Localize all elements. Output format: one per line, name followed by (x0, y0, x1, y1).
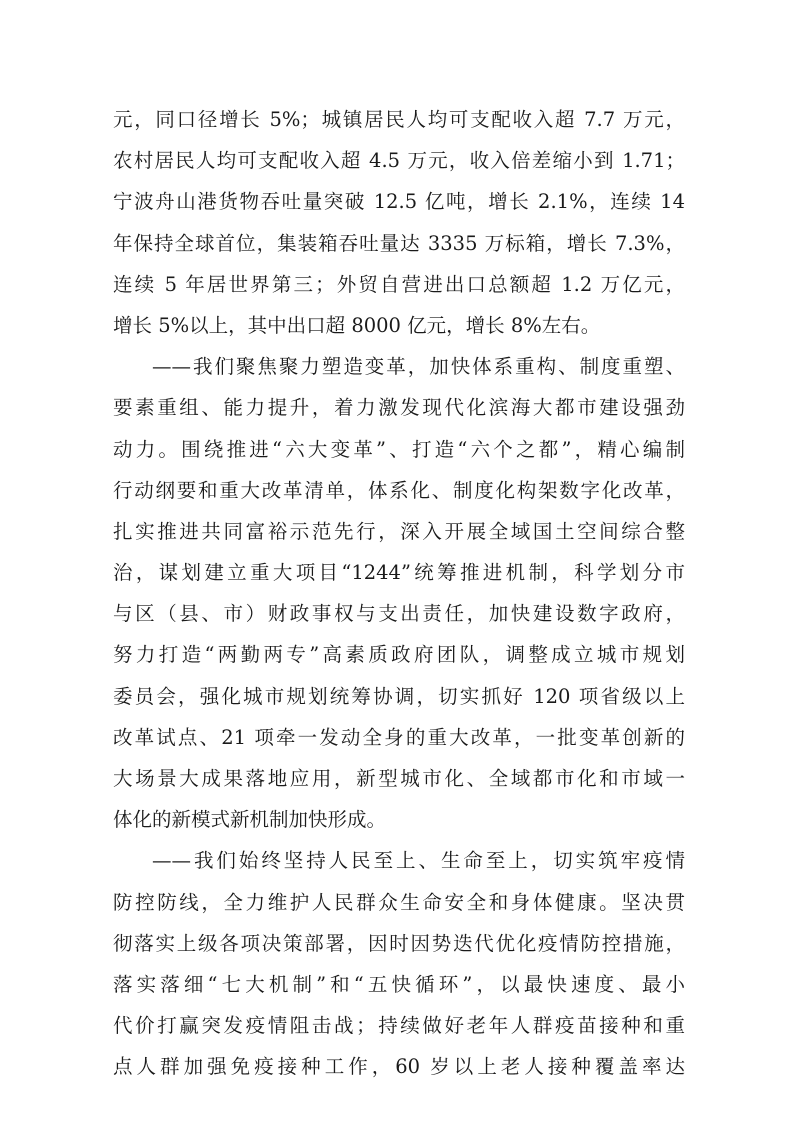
text-line: 增长 5%以上，其中出口超 8000 亿元，增长 8%左右。 (113, 313, 601, 337)
text-line: 大场景大成果落地应用，新型城市化、全域都市化和市域一 (113, 767, 685, 790)
text-line: 点人群加强免疫接种工作，60 岁以上老人接种覆盖率达 (113, 1055, 685, 1079)
text-line: 体化的新模式新机制加快形成。 (113, 808, 387, 832)
paragraph-start-line: ——我们始终坚持人民至上、生命至上，切实筑牢疫情 (152, 849, 685, 873)
text-line: 要素重组、能力提升，着力激发现代化滨海大都市建设强劲 (113, 396, 685, 420)
text-line: 动力。围绕推进“六大变革”、打造“六个之都”，精心编制 (113, 437, 685, 461)
text-line: 委员会，强化城市规划统筹协调，切实抓好 120 项省级以上 (113, 684, 685, 708)
paragraph-start-line: ——我们聚焦聚力塑造变革，加快体系重构、制度重塑、 (152, 355, 685, 379)
text-line: 落实落细“七大机制”和“五快循环”，以最快速度、最小 (113, 972, 685, 996)
text-line: 改革试点、21 项牵一发动全身的重大改革，一批变革创新的 (113, 725, 685, 749)
text-line: 扎实推进共同富裕示范先行，深入开展全域国土空间综合整 (113, 519, 685, 543)
text-line: 行动纲要和重大改革清单，体系化、制度化构架数字化改革， (113, 478, 685, 502)
text-line: 治，谋划建立重大项目“1244”统筹推进机制，科学划分市 (113, 561, 685, 585)
text-line: 彻落实上级各项决策部署，因时因势迭代优化疫情防控措施， (113, 931, 685, 955)
text-line: 年保持全球首位，集装箱吞吐量达 3335 万标箱，增长 7.3%， (113, 231, 685, 255)
text-line: 防控防线，全力维护人民群众生命安全和身体健康。坚决贯 (113, 890, 685, 914)
text-line: 元，同口径增长 5%；城镇居民人均可支配收入超 7.7 万元， (113, 108, 685, 131)
text-line: 连续 5 年居世界第三；外贸自营进出口总额超 1.2 万亿元， (113, 272, 685, 296)
text-line: 与区（县、市）财政事权与支出责任，加快建设数字政府， (113, 602, 685, 626)
text-line: 努力打造“两勤两专”高素质政府团队，调整成立城市规划 (113, 643, 685, 667)
text-line: 宁波舟山港货物吞吐量突破 12.5 亿吨，增长 2.1%，连续 14 (113, 190, 685, 214)
body-text (113, 99, 685, 1088)
text-line: 代价打赢突发疫情阻击战；持续做好老年人群疫苗接种和重 (113, 1014, 685, 1038)
text-line: 农村居民人均可支配收入超 4.5 万元，收入倍差缩小到 1.71； (113, 149, 685, 173)
